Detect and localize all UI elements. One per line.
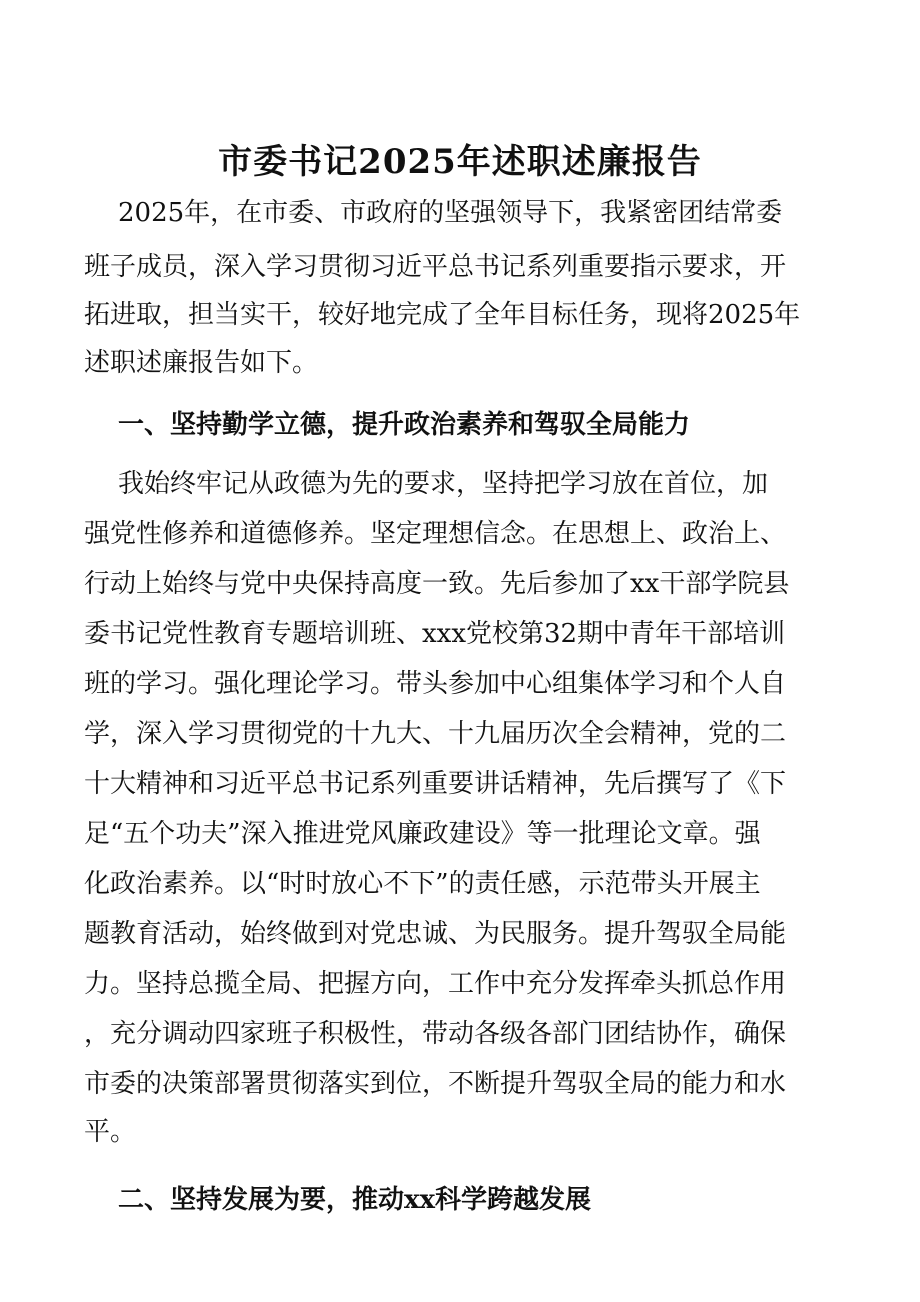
section-1-line-4: 委书记党性教育专题培训班、xxx党校第32期中青年干部培训 (84, 619, 786, 649)
section-2-heading: 二、坚持发展为要，推动xx科学跨越发展 (118, 1185, 592, 1215)
section-1-line-6: 学，深入学习贯彻党的十九大、十九届历次全会精神，党的二 (84, 719, 787, 749)
section-1-line-8: 足“五个功夫”深入推进党风廉政建设》等一批理论文章。强 (84, 819, 761, 849)
section-1-line-3: 行动上始终与党中央保持高度一致。先后参加了xx干部学院县 (84, 569, 790, 599)
section-1-line-7: 十大精神和习近平总书记系列重要讲话精神，先后撰写了《下 (84, 769, 787, 799)
section-1-line-13: 市委的决策部署贯彻落实到位，不断提升驾驭全局的能力和水 (84, 1069, 787, 1099)
section-1-line-9: 化政治素养。以“时时放心不下”的责任感，示范带头开展主 (84, 869, 761, 899)
intro-line-3: 拓进取，担当实干，较好地完成了全年目标任务，现将2025年 (84, 300, 801, 330)
section-1-line-5: 班的学习。强化理论学习。带头参加中心组集体学习和个人自 (84, 669, 787, 699)
intro-line-2: 班子成员，深入学习贯彻习近平总书记系列重要指示要求，开 (84, 252, 787, 282)
section-1-line-2: 强党性修养和道德修养。坚定理想信念。在思想上、政治上、 (84, 519, 787, 549)
section-1-line-10: 题教育活动，始终做到对党忠诚、为民服务。提升驾驭全局能 (84, 919, 787, 949)
section-1-line-11: 力。坚持总揽全局、把握方向，工作中充分发挥牵头抓总作用 (84, 969, 787, 999)
intro-line-1: 2025年，在市委、市政府的坚强领导下，我紧密团结常委 (118, 198, 783, 228)
section-1-line-12: ，充分调动四家班子积极性，带动各级各部门团结协作，确保 (84, 1019, 787, 1049)
section-1-line-1: 我始终牢记从政德为先的要求，坚持把学习放在首位，加 (118, 469, 769, 499)
document-title: 市委书记2025年述职述廉报告 (218, 142, 702, 182)
section-1-line-14: 平。 (84, 1117, 137, 1147)
section-1-heading: 一、坚持勤学立德，提升政治素养和驾驭全局能力 (118, 410, 691, 440)
intro-line-4: 述职述廉报告如下。 (84, 348, 319, 378)
